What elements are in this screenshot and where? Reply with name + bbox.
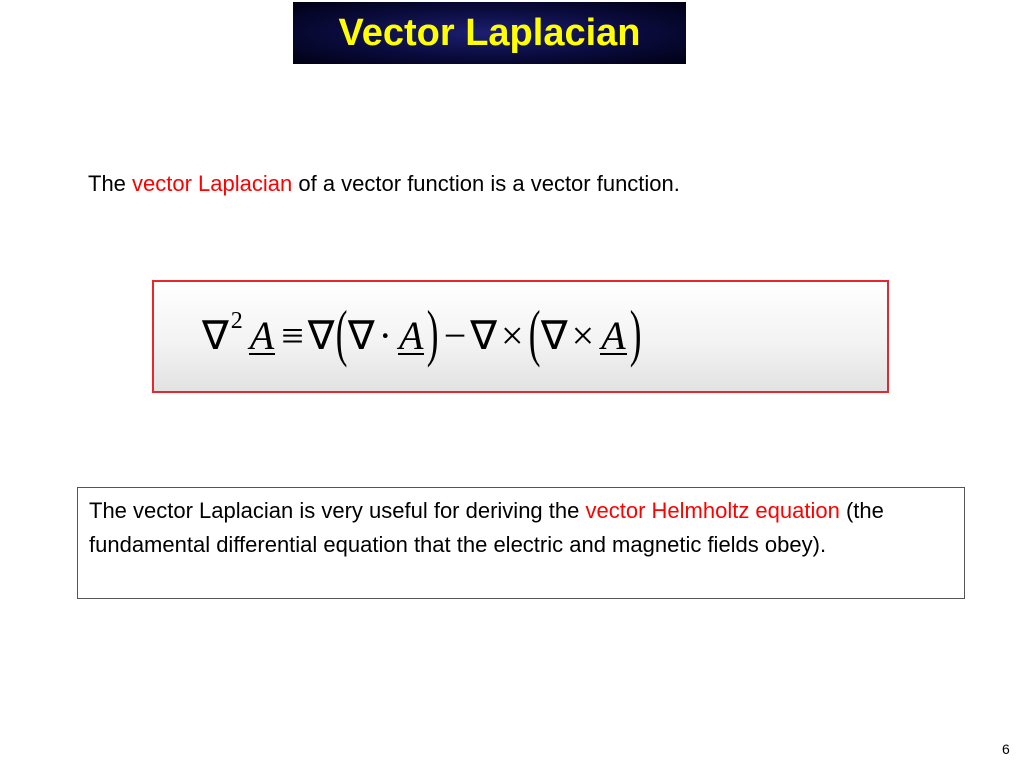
eq-cross-2: × xyxy=(571,312,595,358)
eq-dot: · xyxy=(378,312,392,358)
eq-nabla-4: ∇ xyxy=(470,312,498,358)
eq-rparen-1: ) xyxy=(427,297,439,368)
intro-sentence xyxy=(88,171,680,197)
info-highlight: vector Helmholtz equation xyxy=(585,498,840,523)
vector-laplacian-equation xyxy=(202,290,642,380)
equation-box xyxy=(152,280,889,393)
intro-prefix: The xyxy=(88,171,133,196)
slide-title-banner xyxy=(293,2,686,64)
eq-nabla-1: ∇ xyxy=(202,312,229,358)
eq-lparen-2: ( xyxy=(528,297,541,368)
eq-minus: − xyxy=(443,312,467,358)
eq-vector-a-2: A xyxy=(398,313,424,358)
eq-power: 2 xyxy=(230,307,243,334)
page-number: 6 xyxy=(1002,741,1010,757)
eq-lparen-1: ( xyxy=(335,297,348,368)
eq-nabla-5: ∇ xyxy=(540,312,568,358)
eq-vector-a-1: A xyxy=(249,313,275,358)
intro-suffix: of a vector function is a vector function. xyxy=(292,171,680,196)
info-text-after: (the fundamental differential equation that the electric and magnetic fields obey). xyxy=(89,498,884,557)
eq-cross-1: × xyxy=(501,312,524,358)
eq-vector-a-3: A xyxy=(601,313,626,358)
eq-equiv: ≡ xyxy=(281,312,304,358)
slide-title: Vector Laplacian xyxy=(338,11,641,54)
info-text-before: The vector Laplacian is very useful for deriving the xyxy=(89,498,586,523)
eq-rparen-2: ) xyxy=(629,297,642,368)
info-box xyxy=(77,487,965,599)
eq-nabla-2: ∇ xyxy=(307,312,335,358)
eq-nabla-3: ∇ xyxy=(347,312,375,358)
intro-highlight: vector Laplacian xyxy=(132,171,293,196)
